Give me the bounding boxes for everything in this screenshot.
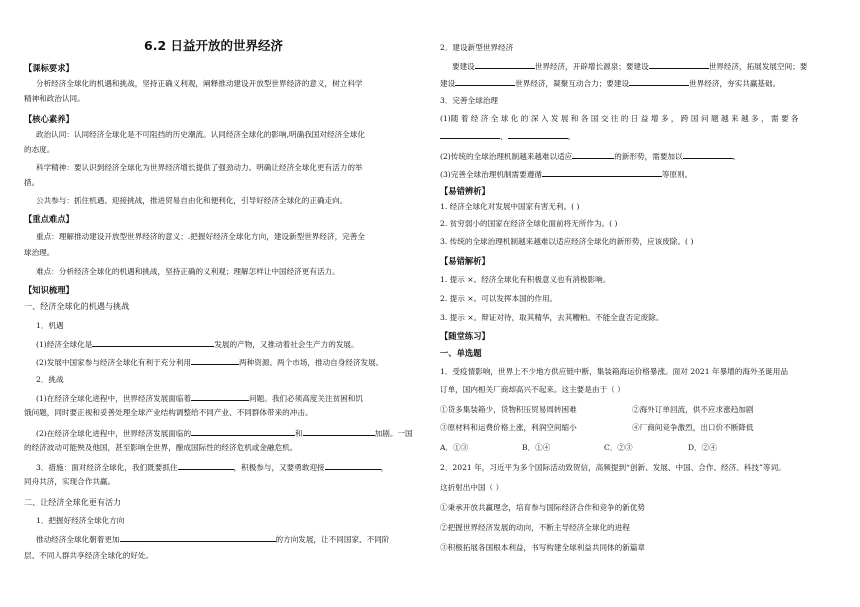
item-heading: 1．机遇	[36, 321, 64, 330]
fill-blank-line: (2)发展中国家参与经济全球化有利于充分利用 两种资源、两个市场，推动自身经济发展。	[36, 358, 384, 367]
question-line: 这折射出中国（ ）	[440, 483, 504, 492]
choice-d: D．②④	[688, 443, 717, 452]
item-heading: 3．完善全球治理	[440, 96, 498, 105]
section-heading: 【重点难点】	[24, 214, 74, 224]
paragraph-line: 球治理。	[24, 248, 55, 257]
question-line: 1．受疫情影响，世界上不少地方供应链中断，集装箱海运价格暴涨。面对 2021 年暴增的海外圣诞用品	[440, 367, 788, 376]
paragraph-line: 的态度。	[24, 145, 55, 154]
paragraph-line: (1)随 着 经 济 全 球 化 的 深 入 发 展 和 各 国 交 往 的 日 益 增 多 ， 跨 国 问 题 越 来 越 多 ， 需 要 各	[440, 114, 799, 123]
subsection-heading: 一、单选题	[440, 348, 482, 358]
section-heading: 【易错辨析】	[440, 186, 490, 196]
section-heading: 【知识梳理】	[24, 285, 74, 295]
explanation-line: 1. 提示 ×。经济全球化有积极意义也有消极影响。	[440, 275, 611, 284]
option-2: ②海外订单回流，供不应求涨趋加剧	[632, 405, 754, 414]
fill-blank-line: 要建设 世界经济，开辟增长源泉；要建设 世界经济，拓展发展空间；要	[452, 62, 808, 71]
fill-blank-line: (2)在经济全球化进程中，世界经济发展面临的 和 加剧。一国	[36, 429, 413, 438]
fill-blank-line: (2)传统的全球治理机制越来越难以适应 的新形势，需要加以 。	[440, 152, 741, 161]
paragraph-line: 重点：理解推动建设开放型世界经济的意义；.把握好经济全球化方向，建设新型世界经济，完善全	[36, 232, 365, 241]
section-heading: 【易错解析】	[440, 256, 490, 266]
option-line: ③积极拓展各国根本利益，书写构建全球利益共同体的新篇章	[440, 543, 646, 552]
choice-a: A．①③	[440, 443, 469, 452]
paragraph-line: 分析经济全球化的机遇和挑战，坚持正确义利观，阐释推动建设开放型世界经济的意义，树立科学	[36, 79, 363, 88]
paragraph-line: 同舟共济，实现合作共赢。	[24, 477, 116, 486]
paragraph-line: 的经济波动可能殃及他国，甚至影响全世界，酿成国际性的经济危机或金融危机。	[24, 443, 298, 452]
item-heading: 2．建设新型世界经济	[440, 43, 514, 52]
fill-blank-line: 推动经济全球化朝着更加 的方向发展，让不同国家、不同阶	[36, 535, 390, 544]
fill-blank-line: (3)完善全球治理机制需要遵循 等原则。	[440, 170, 693, 179]
option-line: ②把握世界经济发展的动向，不断主导经济全球化的进程	[440, 523, 630, 532]
option-4: ④厂商间竞争激烈，出口价不断降低	[632, 423, 754, 432]
section-heading: 【核心素养】	[24, 114, 74, 124]
choice-c: C．②③	[604, 443, 633, 452]
statement-line: 1. 经济全球化对发展中国家有害无利。( )	[440, 202, 580, 211]
paragraph-line: 科学精神：要认识到经济全球化为世界经济增长提供了强劲动力。明确让经济全球化更有活力的举	[36, 163, 363, 172]
option-row	[440, 404, 840, 415]
paragraph-line: 政治认同：认同经济全球化是不可阻挡的历史潮流。认同经济全球化的影响,明确我国对经济全球化	[36, 130, 365, 139]
fill-blank-line: 、 。	[440, 130, 575, 142]
fill-blank-line: (1)在经济全球化进程中，世界经济发展面临着 问题。我们必须高度关注贫困和饥	[36, 394, 363, 403]
question-line: 订单，国内相关厂商却高兴不起来。这主要是由于（ ）	[440, 385, 625, 394]
option-line: ①秉承开放共赢理念，培育参与国际经济合作和竞争的新优势	[440, 503, 646, 512]
section-heading: 【随堂练习】	[440, 331, 490, 341]
option-3: ③原材料和运费价格上涨，利润空间缩小	[440, 423, 577, 432]
paragraph-line: 层、不同人群共享经济全球化的好处。	[24, 551, 154, 560]
fill-blank-line: 3．措施：面对经济全球化，我们既要抓住 ，积极参与，又要勇敢迎接 ，	[36, 463, 389, 472]
paragraph-line: 公共参与：抓住机遇、迎接挑战，推进贸易自由化和便利化，引导好经济全球化的正确走向。	[36, 196, 348, 205]
section-heading: 【课标要求】	[24, 63, 74, 73]
statement-line: 2. 贫穷弱小的国家在经济全球化面前将无所作为。( )	[440, 219, 618, 228]
subsection-heading: 一、经济全球化的机遇与挑战	[24, 301, 130, 311]
question-line: 2．2021 年，习近平为多个国际活动致贺信，高频提到“创新、发展、中国、合作、经济、科技”等词。	[440, 463, 786, 472]
paragraph-line: 精神和政治认同。	[24, 94, 85, 103]
option-row	[440, 422, 840, 433]
page-title: 6.2 日益开放的世界经济	[144, 38, 283, 53]
choice-b: B．①④	[522, 443, 551, 452]
answer-choices	[440, 442, 840, 453]
paragraph-line: 饿问题，同时要正视和妥善处理全球产业结构调整给不同产业、不同群体带来的冲击。	[24, 408, 313, 417]
explanation-line: 3. 提示 ×。辩证对待，取其精华，去其糟粕。不能全盘否定废除。	[440, 313, 664, 322]
paragraph-line: 难点：分析经济全球化的机遇和挑战，坚持正确的义利观；理解怎样让中国经济更有活力。	[36, 267, 340, 276]
fill-blank-line: (1)经济全球化是 发展的产物，又推动着社会生产力的发展。	[36, 340, 359, 349]
explanation-line: 2. 提示 ×。可以发挥本国的作用。	[440, 294, 558, 303]
option-1: ①货多集装箱少，货物积压贸易周转困难	[440, 405, 577, 414]
subsection-heading: 二、让经济全球化更有活力	[24, 497, 122, 507]
paragraph-line: 措。	[24, 178, 40, 187]
item-heading: 1．把握好经济全球化方向	[36, 516, 125, 525]
statement-line: 3. 传统的全球治理机制越来越难以适应经济全球化的新形势，应该废除。( )	[440, 237, 694, 246]
item-heading: 2．挑战	[36, 375, 64, 384]
fill-blank-line: 建设 世界经济，凝聚互动合力；要建设 世界经济，夯实共赢基础。	[440, 79, 781, 88]
